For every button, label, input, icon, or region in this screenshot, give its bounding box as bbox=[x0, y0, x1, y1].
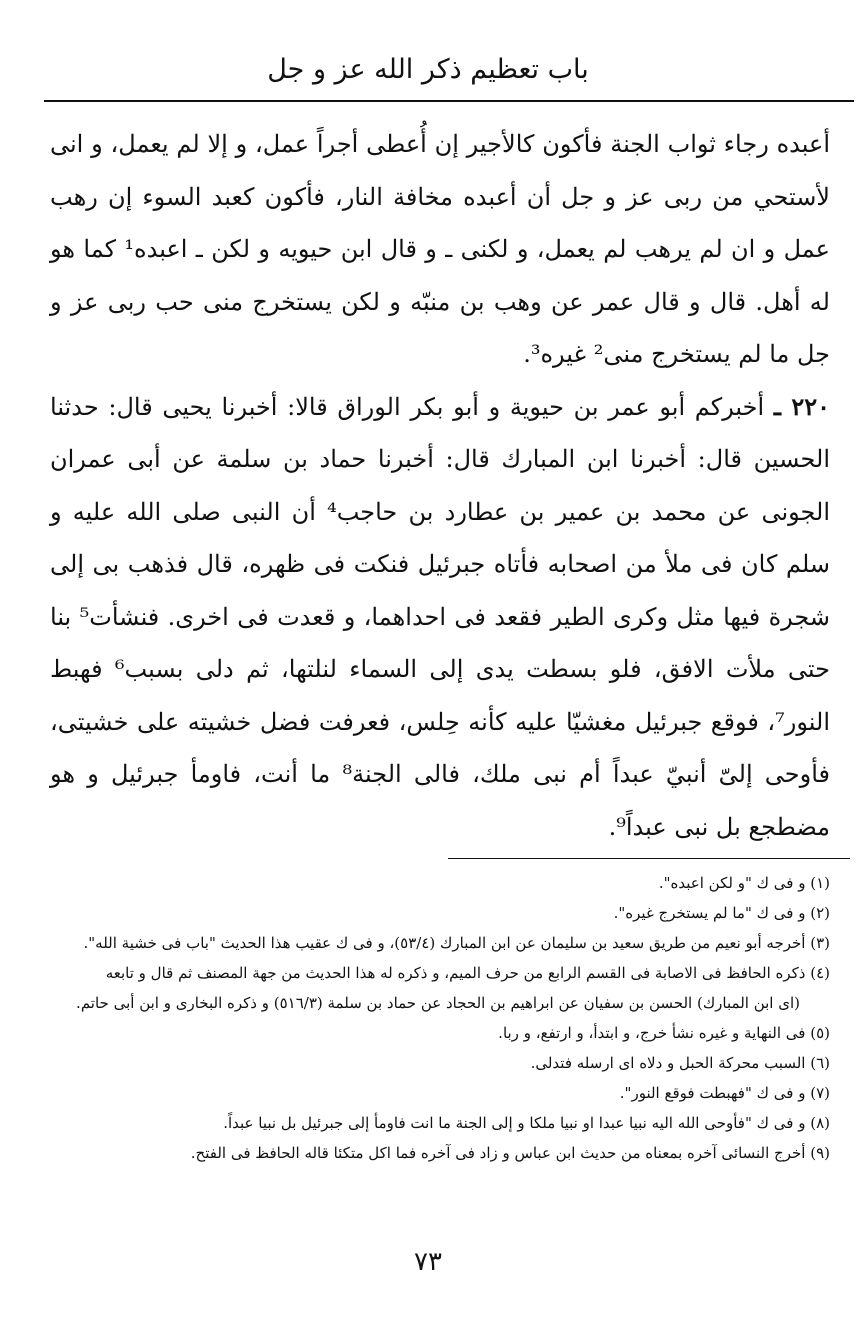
footnote-3: (٣) أخرجه أبو نعيم من طريق سعيد بن سليمان عن ابن المبارك (٥٣/٤)، و فى ك عقيب هذا الحديث "باب فى خشية الله". bbox=[83, 934, 830, 952]
page-header-title: باب تعظيم ذكر الله عز و جل bbox=[267, 54, 589, 85]
footnotes-divider bbox=[448, 858, 850, 859]
paragraph-2 bbox=[50, 381, 830, 854]
footnotes bbox=[50, 868, 830, 1168]
footnote-7: (٧) و فى ك "فهبطت فوقع النور". bbox=[619, 1084, 830, 1102]
footnote-2: (٢) و فى ك "ما لم يستخرج غيره". bbox=[613, 904, 830, 922]
hadith-number: ٢٢٠ ـ bbox=[773, 391, 830, 421]
footnote-9: (٩) أخرج النسائى آخره بمعناه من حديث ابن عباس و زاد فى آخره فما اكل متكئا قاله الحافظ فى الفتح. bbox=[190, 1144, 830, 1162]
footnote-5: (٥) فى النهاية و غيره نشأ خرج، و ابتدأ، و ارتفع، و ربا. bbox=[498, 1024, 830, 1042]
paragraph-1: أعبده رجاء ثواب الجنة فأكون كالأجير إن أُعطى أجراً عمل، و إلا لم يعمل، و انى لأستحي من ربى عز و جل أن أعبده مخافة النار، فأكون كعبد السوء إن رهب عمل و ان لم يرهب لم يعمل، و لكنى ـ و قال ابن حيويه و لكن ـ اعبده¹ كما هو له أهل. قال و قال عمر عن وهب بن منبّه و لكن يستخرج منى حب ربى عز و جل ما لم يستخرج منى² غيره³. bbox=[50, 130, 830, 368]
page-number: ٧٣ bbox=[414, 1247, 442, 1277]
footnote-4: (٤) ذكره الحافظ فى الاصابة فى القسم الرابع من حرف الميم، و ذكره له هذا الحديث من جهة المصنف ثم قال و تابعه bbox=[105, 964, 830, 982]
footnote-8: (٨) و فى ك "فأوحى الله اليه نبيا عبدا او نبيا ملكا و إلى الجنة ما انت فاومأ إلى جبرئيل بل نبيا عبداً. bbox=[223, 1114, 830, 1132]
paragraph-2-text: أخبركم أبو عمر بن حيوية و أبو بكر الوراق قالا: أخبرنا يحيى قال: حدثنا الحسين قال: أخبرنا ابن المبارك قال: أخبرنا حماد بن سلمة عن أبى عمران الجونى عن محمد بن عمير بن عطارد بن حاجب⁴ أن النبى صلى الله عليه و سلم كان فى ملأ من اصحابه فأتاه جبرئيل فنكت فى ظهره، قال فذهب بى إلى شجرة فيها مثل وكرى الطير فقعد فى احداهما، و قعدت فى اخرى. فنشأت⁵ بنا حتى ملأت الافق، فلو بسطت يدى إلى السماء لنلتها، ثم دلى بسبب⁶ فهبط النور⁷، فوقع جبرئيل مغشيّا عليه كأنه حِلس، فعرفت فضل خشيته على خشيتى، فأوحى إلىّ أنبيّ عبداً أم نبى ملك، فالى الجنة⁸ ما أنت، فاومأ جبرئيل و هو مضطجع بل نبى عبداً⁹. bbox=[50, 392, 831, 841]
header-divider bbox=[44, 100, 854, 102]
footnote-1: (١) و فى ك "و لكن اعبده". bbox=[658, 874, 830, 892]
footnote-4-continued: (اى ابن المبارك) الحسن بن سفيان عن ابراهيم بن الحجاد عن حماد بن سلمة (٥١٦/٣) و ذكره البخارى و ابن أبى حاتم. bbox=[76, 994, 800, 1012]
main-text bbox=[50, 118, 830, 853]
footnote-6: (٦) السبب محركة الحبل و دلاه اى ارسله فتدلى. bbox=[530, 1054, 830, 1072]
